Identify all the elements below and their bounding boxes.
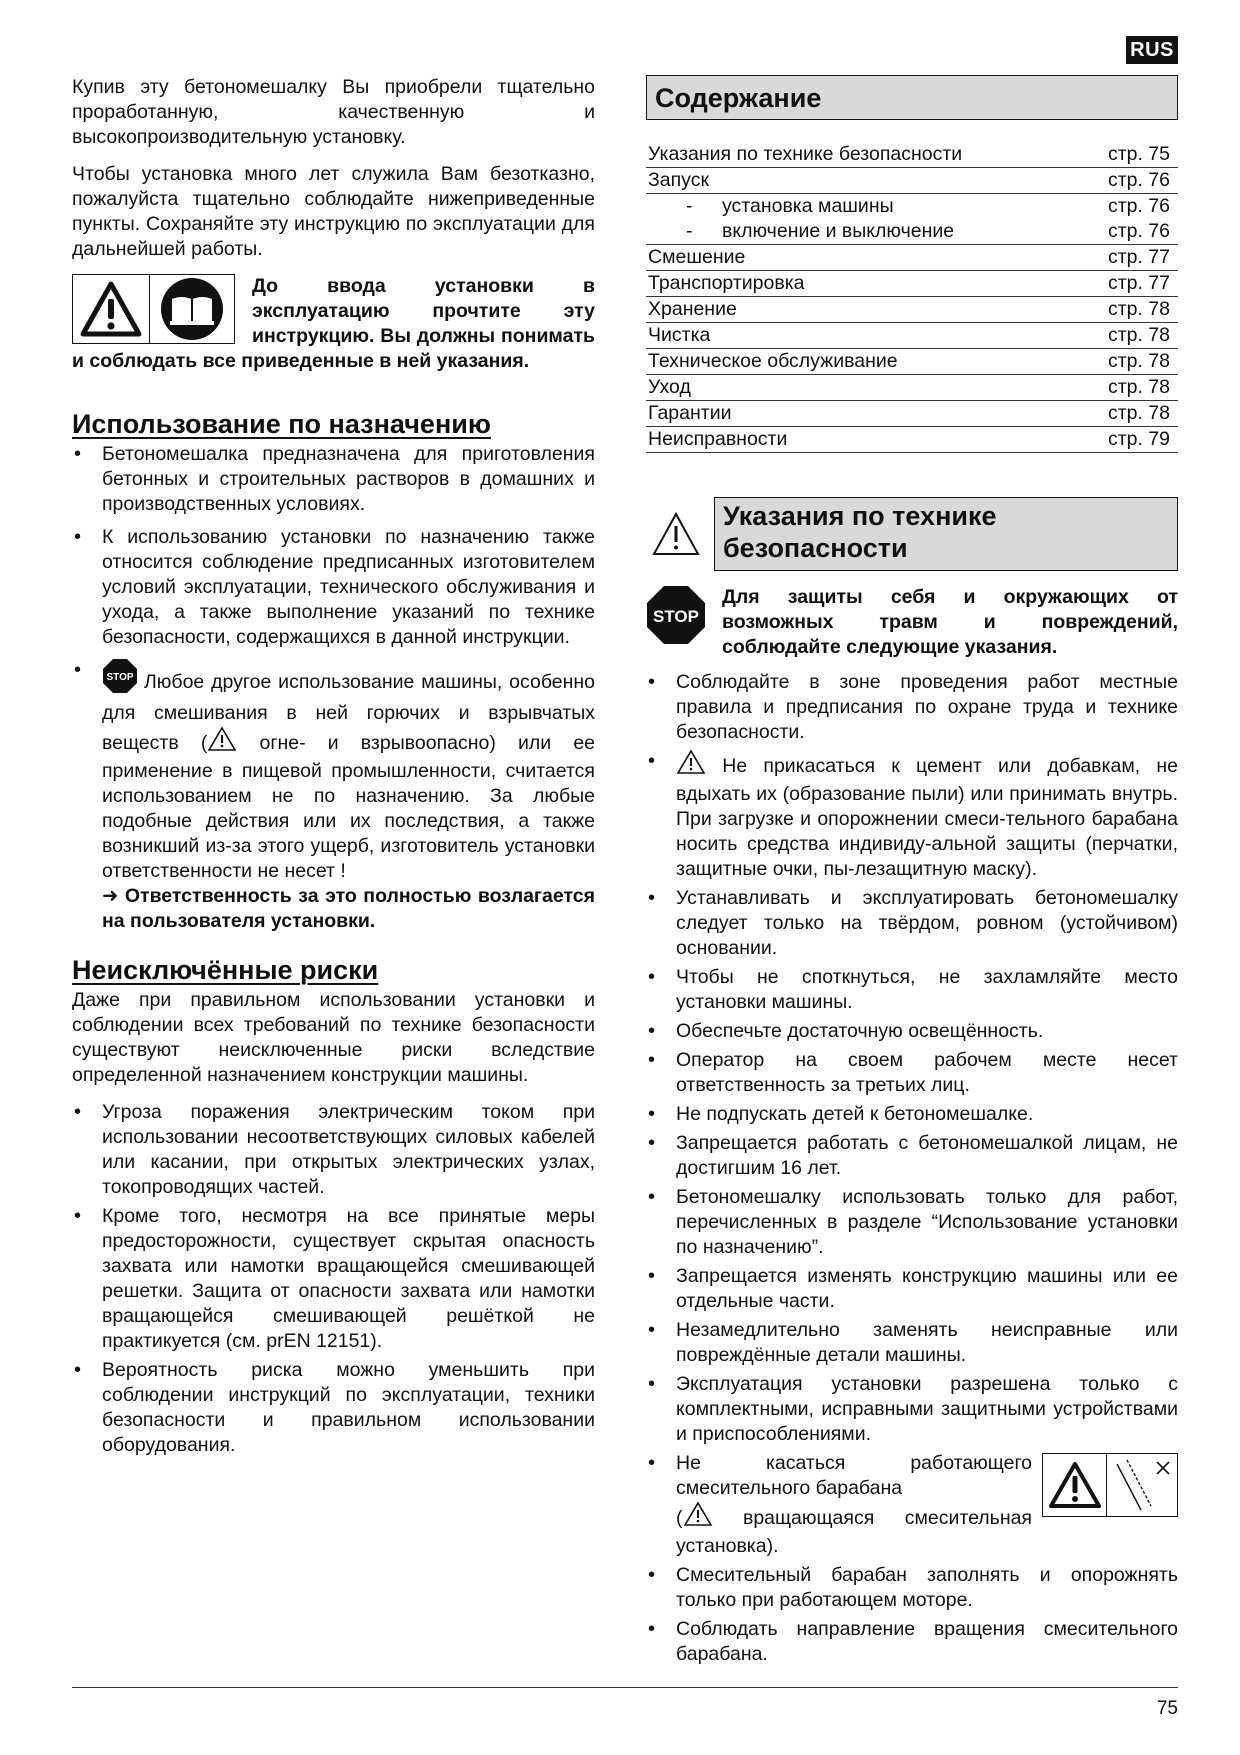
list-item: • Смесительный барабан заполнять и опорожнять только при работающем моторе. (646, 1563, 1178, 1613)
intro-paragraph-1: Купив эту бетономешалку Вы приобрели тщательно проработанную, качественную и высокопроизводительную установку. (72, 76, 595, 148)
list-item: • Не касаться работающего смесительного барабана ( вращающаяся смесительная установка). (646, 1451, 1178, 1559)
toc-row (646, 297, 1178, 323)
toc-page: стр. 78 (1080, 375, 1178, 401)
toc-page: стр. 76 (1107, 195, 1170, 217)
warning-triangle-icon (676, 749, 706, 782)
toc-label-text: установка машины (722, 195, 894, 217)
stop-note (646, 585, 1178, 660)
toc-page: стр. 76 (1080, 219, 1178, 245)
toc-page: стр. 78 (1080, 297, 1178, 323)
list-item: • Незамедлительно заменять неисправные или повреждённые детали машины. (646, 1318, 1178, 1368)
list-item: • Не подпускать детей к бетономешалке. (646, 1102, 1178, 1127)
toc-label (646, 219, 1080, 245)
warning-triangle-icon (646, 497, 706, 571)
read-manual-warning (72, 274, 595, 374)
toc-label (646, 271, 1080, 297)
toc-label (646, 375, 1080, 401)
contents-heading: Содержание (646, 75, 1178, 120)
toc-label-text: Смешение (648, 246, 746, 268)
intro-paragraph-2: Чтобы установка много лет служила Вам безотказно, пожалуйста тщательно соблюдайте нижеприведенные пункты. Сохраняйте эту инструкцию по эксплуатации для дальнейшей работы. (72, 163, 595, 260)
safety-list (646, 670, 1178, 1667)
stop-icon (646, 585, 706, 645)
residual-risks-heading: Неисключённые риски (72, 955, 379, 985)
table-of-contents (646, 142, 1178, 453)
stop-icon-label: STOP (653, 607, 699, 626)
toc-label-text: Уход (648, 376, 691, 398)
list-item: • Запрещается изменять конструкцию машины или ее отдельные части. (646, 1264, 1178, 1314)
misuse-text-b: огне- и взрывоопасно) или ее применение в пищевой промышленности, считается использованием не по назначению. За любые подобные действия или их последствия, а также возникший из-за этого ущерб, изготовитель установки ответственности не несет ! (102, 732, 596, 882)
toc-row (646, 219, 1178, 245)
residual-risks-list (72, 1100, 595, 1458)
language-badge: RUS (1126, 36, 1178, 64)
toc-page: стр. 79 (1080, 427, 1178, 453)
list-item: • Устанавливать и эксплуатировать бетономешалку следует только на твёрдом, ровном (устойчивом) основании. (646, 886, 1178, 961)
toc-label (646, 194, 1080, 220)
left-column (72, 75, 595, 1472)
drum-touch-warning-text-2: вращающаяся смесительная установка). (676, 1507, 1032, 1557)
warning-triangle-icon (1042, 1453, 1107, 1517)
list-item: • Бетономешалка предназначена для приготовления бетонных и строительных растворов в домашних и производственных условиях. (72, 442, 595, 517)
list-item: • К использованию установки по назначению также относится соблюдение предписанных изготовителем условий эксплуатации, технического обслуживания и ухода, а также выполнение указаний по технике безопасности, содержащихся в данной инструкции. (72, 525, 595, 650)
toc-row (646, 271, 1178, 297)
toc-label (646, 168, 1080, 194)
toc-page: стр. 75 (1080, 142, 1178, 168)
toc-page: стр. 76 (1080, 168, 1178, 194)
footer-divider (72, 1687, 1178, 1688)
stop-icon-label: • STOP (106, 672, 134, 683)
toc-page: стр. 78 (1080, 349, 1178, 375)
toc-dash: - (686, 220, 693, 242)
rotating-drum-icon (1107, 1453, 1178, 1517)
safety-heading: Указания по технике безопасности (714, 497, 1178, 571)
stop-note-text: Для защиты себя и окружающих от возможных травм и повреждений, соблюдайте следующие указания. (722, 586, 1178, 658)
page-number: 75 (1156, 1698, 1178, 1719)
list-item: • Кроме того, несмотря на все принятые меры предосторожности, существует скрытая опасность захвата или намотки вращающейся смешивающей решетки. Защита от опасности захвата или намотки вращающейся смешивающей решёткой не практикуется (см. prEN 12151). (72, 1204, 595, 1354)
toc-page: стр. 77 (1080, 245, 1178, 271)
toc-label-text: включение и выключение (722, 220, 955, 242)
residual-risks-paragraph: Даже при правильном использовании установки и соблюдении всех требований по технике безопасности существуют неисключенные риски вследствие определенной назначением конструкции машины. (72, 989, 595, 1086)
toc-label-text: Гарантии (648, 402, 732, 424)
warning-triangle-icon (683, 1501, 713, 1534)
warning-triangle-icon (207, 726, 237, 759)
list-item: • Вероятность риска можно уменьшить при соблюдении инструкций по эксплуатации, техники безопасности и правильном использовании оборудования. (72, 1358, 595, 1458)
list-item: • Соблюдать направление вращения смесительного барабана. (646, 1617, 1178, 1667)
toc-dash: - (686, 195, 693, 217)
toc-label (646, 323, 1080, 349)
list-item: • Чтобы не споткнуться, не захламляйте место установки машины. (646, 965, 1178, 1015)
safety-heading-block (646, 497, 1178, 571)
toc-label (646, 427, 1080, 453)
toc-label-text: Чистка (648, 324, 711, 346)
responsibility-note: ➜ Ответственность за это полностью возлагается на пользователя установки. (102, 885, 595, 932)
drum-touch-warning-text: Не касаться работающего смесительного барабана (676, 1452, 1032, 1499)
warning-triangle-icon (72, 274, 150, 344)
list-item: • Угроза поражения электрическим током при использовании несоответствующих силовых кабелей или касании, при открытых электрических узлах, токопроводящих частей. (72, 1100, 595, 1200)
toc-label-text: Указания по технике безопасности (648, 143, 963, 165)
list-item: • Оператор на своем рабочем месте несет ответственность за третьих лиц. (646, 1048, 1178, 1098)
intended-use-list (72, 442, 595, 934)
toc-label-text: Хранение (648, 298, 737, 320)
warning-icons (72, 274, 238, 344)
toc-row (646, 168, 1178, 194)
list-item: • Эксплуатация установки разрешена только с комплектными, исправными защитными устройствами и приспособлениями. (646, 1372, 1178, 1447)
list-item: • Бетономешалку использовать только для работ, перечисленных в разделе “Использование установки по назначению”. (646, 1185, 1178, 1260)
misuse-text-a: Любое другое использование машины, особенно для смешивания в ней горючих и взрывчатых веществ ( (102, 671, 595, 754)
toc-page: стр. 77 (1080, 271, 1178, 297)
stop-icon (102, 658, 138, 701)
toc-row (646, 349, 1178, 375)
toc-label-text: Запуск (648, 169, 709, 191)
toc-row (646, 427, 1178, 453)
toc-label-text: Неисправности (648, 428, 788, 450)
toc-page: стр. 78 (1080, 323, 1178, 349)
list-item: • Обеспечьте достаточную освещённость. (646, 1019, 1178, 1044)
cement-warning-text: Не прикасаться к цемент или добавкам, не вдыхать их (образование пыли) или принимать внутрь. При загрузке и опорожнении смеси-тельного барабана носить средства индивиду-альной защиты (перчатки, защитные очки, пы-лезащитную маску). (676, 755, 1179, 880)
toc-label (646, 297, 1080, 323)
list-item (72, 658, 595, 934)
rotating-drum-warning-icons (1042, 1453, 1178, 1515)
toc-label-text: Техническое обслуживание (648, 350, 898, 372)
intended-use-heading: Использование по назначению (72, 409, 491, 439)
toc-row (646, 142, 1178, 168)
toc-label-text: Транспортировка (648, 272, 805, 294)
toc-label (646, 401, 1080, 427)
toc-label (646, 349, 1080, 375)
toc-row (646, 194, 1178, 220)
toc-label (646, 142, 1080, 168)
toc-label (646, 245, 1080, 271)
list-item (646, 749, 1178, 882)
right-column (646, 75, 1178, 1681)
toc-row (646, 401, 1178, 427)
toc-page: стр. 78 (1080, 401, 1178, 427)
warning-text: До ввода установки в эксплуатацию прочтите эту инструкцию. Вы должны понимать и соблюдать все приведенные в ней указания. (72, 275, 595, 372)
read-manual-icon (150, 274, 235, 344)
list-item: • Соблюдайте в зоне проведения работ местные правила и предписания по охране труда и технике безопасности. (646, 670, 1178, 745)
toc-row (646, 245, 1178, 271)
list-item: • Запрещается работать с бетономешалкой лицам, не достигшим 16 лет. (646, 1131, 1178, 1181)
toc-row (646, 323, 1178, 349)
toc-row (646, 375, 1178, 401)
